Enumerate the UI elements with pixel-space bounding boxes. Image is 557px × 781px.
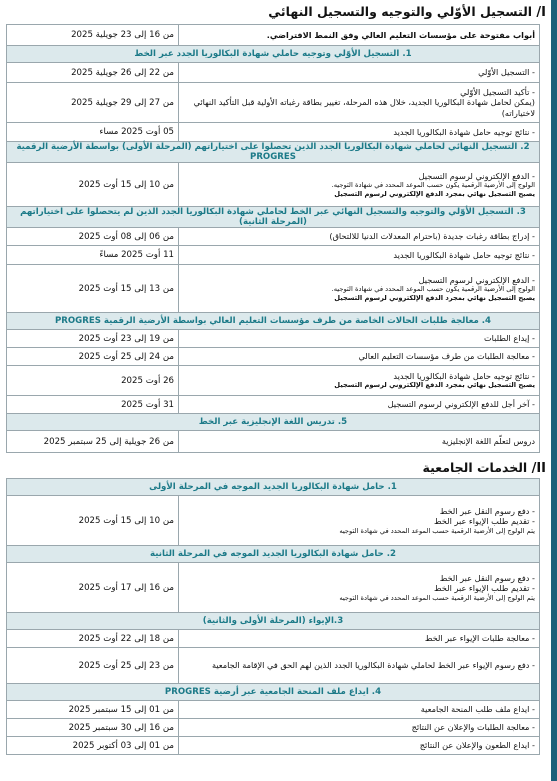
table-row — [7, 123, 540, 142]
table-row — [7, 648, 540, 684]
table-row — [7, 265, 540, 313]
row-date: 31 أوت 2025 — [7, 396, 179, 414]
row-date: من 16 إلى 17 أوت 2025 — [7, 563, 179, 613]
university-services-table — [6, 478, 540, 755]
section-2-title — [0, 458, 557, 478]
row-desc: - نتائج توجيه حامل شهادة البكالوريا الجديد — [179, 246, 540, 265]
table-subheader — [7, 46, 540, 63]
row-note: يصبح التسجيل نهائي بمجرد الدفع الإلكتروني لرسوم التسجيل — [334, 293, 535, 302]
row-desc: - دفع رسوم الإيواء عبر الخط لحاملي شهادة البكالوريا الجدد الذين لهم الحق في الإقامة الجامعية — [179, 648, 540, 684]
section-1-number: I/ — [536, 5, 546, 20]
row-date: من 01 إلى 15 سبتمبر 2025 — [7, 701, 179, 719]
table-row — [7, 396, 540, 414]
subheader-s2-1: 1. حامل شهادة البكالوريا الجديد الموجه في المرحلة الأولى — [7, 479, 540, 496]
row-date: من 16 إلى 30 سبتمبر 2025 — [7, 719, 179, 737]
row-desc: - إدراج بطاقة رغبات جديدة (باحترام المعدلات الدنيا للالتحاق) — [179, 228, 540, 246]
section-1-heading: التسجيل الأوّلي والتوجيه والتسجيل النهائي — [268, 4, 533, 19]
row-note: يصبح التسجيل نهائي بمجرد الدفع الإلكتروني لرسوم التسجيل — [334, 381, 535, 390]
row-line: - نتائج توجيه حامل شهادة البكالوريا الجديد — [393, 371, 535, 382]
subheader-3: 3. التسجيل الأوّلي والتوجيه والتسجيل النهائي عبر الخط لحاملي شهادة البكالوريا الجدد الذين لم يتحصلوا على اختياراتهم (المرحلة الثانية) — [7, 207, 540, 228]
row-line: - دفع رسوم النقل عبر الخط — [439, 573, 535, 584]
table-row — [7, 431, 540, 453]
row-desc — [179, 83, 540, 123]
table-row — [7, 719, 540, 737]
row-date: من 16 إلى 23 جويلية 2025 — [7, 25, 179, 46]
table-subheader — [7, 479, 540, 496]
table-subheader — [7, 313, 540, 330]
row-date: من 26 جويلية إلى 25 سبتمبر 2025 — [7, 431, 179, 453]
table-row — [7, 330, 540, 348]
subheader-s2-2: 2. حامل شهادة البكالوريا الجديد الموجه في المرحلة الثانية — [7, 546, 540, 563]
row-note: يتم الولوج إلى الأرضية الرقمية حسب الموعد المحدد في شهادة التوجيه — [339, 526, 535, 535]
row-desc: - معالجة الطلبات والإعلان عن النتائج — [179, 719, 540, 737]
row-desc — [179, 496, 540, 546]
row-line: - تقديم طلب الإيواء عبر الخط — [434, 516, 535, 527]
table-row — [7, 737, 540, 755]
row-date: 11 أوت 2025 مساءً — [7, 246, 179, 265]
table-subheader — [7, 142, 540, 163]
row-date: من 01 إلى 03 أكتوبر 2025 — [7, 737, 179, 755]
row-date: من 19 إلى 23 أوت 2025 — [7, 330, 179, 348]
row-desc: - معالجة الطلبات من طرف مؤسسات التعليم العالي — [179, 348, 540, 366]
row-desc: - ايداع الطعون والإعلان عن النتائج — [179, 737, 540, 755]
table-row — [7, 630, 540, 648]
table-row — [7, 246, 540, 265]
row-desc — [179, 163, 540, 207]
table-row — [7, 701, 540, 719]
row-date: من 27 إلى 29 جويلية 2025 — [7, 83, 179, 123]
row-note: (يمكن لحامل شهادة البكالوريا الجديد، خلال هذه المرحلة، تغيير بطاقة رغباته الأولية قبل التأكيد النهائي لاختياراته) — [193, 97, 535, 118]
table-row — [7, 366, 540, 396]
row-note: يتم الولوج إلى الأرضية الرقمية حسب الموعد المحدد في شهادة التوجيه — [339, 593, 535, 602]
row-desc: - إيداع الطلبات — [179, 330, 540, 348]
row-date: من 22 إلى 26 جويلية 2025 — [7, 63, 179, 83]
subheader-5: 5. تدريس اللغة الإنجليزية عبر الخط — [7, 414, 540, 431]
row-desc: دروس لتعلّم اللغة الإنجليزية — [179, 431, 540, 453]
row-line: - الدفع الإلكتروني لرسوم التسجيل — [418, 275, 535, 285]
subheader-s2-3: 3.الإيواء (المرحلة الأولى والثانية) — [7, 613, 540, 630]
row-date: من 13 إلى 15 أوت 2025 — [7, 265, 179, 313]
row-date: من 23 إلى 25 أوت 2025 — [7, 648, 179, 684]
row-desc: - معالجة طلبات الإيواء عبر الخط — [179, 630, 540, 648]
subheader-s2-4: 4. ايداع ملف المنحة الجامعية عبر أرضية PROGRES — [7, 684, 540, 701]
page-edge-bar — [551, 0, 557, 781]
table-row — [7, 163, 540, 207]
table-subheader — [7, 414, 540, 431]
table-row — [7, 563, 540, 613]
table-subheader — [7, 684, 540, 701]
row-note: الولوج إلى الأرضية الرقمية يكون حسب الموعد المحدد في شهادة التوجيه. — [331, 285, 535, 294]
row-line: - تقديم طلب الإيواء عبر الخط — [434, 583, 535, 594]
table-row — [7, 25, 540, 46]
row-line: - الدفع الإلكتروني لرسوم التسجيل — [418, 171, 535, 181]
row-desc: - آخر أجل للدفع الإلكتروني لرسوم التسجيل — [179, 396, 540, 414]
section-1-title — [0, 2, 557, 22]
row-desc: - ايداع ملف طلب المنحة الجامعية — [179, 701, 540, 719]
table-row — [7, 496, 540, 546]
subheader-2: 2. التسجيل النهائي لحاملي شهادة البكالوريا الجدد الذين تحصلوا على اختياراتهم (المرحلة الأولى) بواسطة الأرضية الرقمية PROGRES — [7, 142, 540, 163]
table-row — [7, 63, 540, 83]
table-row — [7, 348, 540, 366]
row-desc — [179, 563, 540, 613]
row-line: - دفع رسوم النقل عبر الخط — [439, 506, 535, 517]
row-date: من 18 إلى 22 أوت 2025 — [7, 630, 179, 648]
row-note: الولوج إلى الأرضية الرقمية يكون حسب الموعد المحدد في شهادة التوجيه. — [331, 181, 535, 190]
row-note: يصبح التسجيل نهائي بمجرد الدفع الإلكتروني لرسوم التسجيل — [334, 189, 535, 198]
row-desc: - التسجيل الأوّلي — [179, 63, 540, 83]
row-date: 05 أوت 2025 مساء — [7, 123, 179, 142]
row-date: من 10 إلى 15 أوت 2025 — [7, 496, 179, 546]
section-2-heading: الخدمات الجامعية — [422, 460, 528, 475]
subheader-4: 4. معالجة طلبات الحالات الخاصة من طرف مؤسسات التعليم العالي بواسطة الأرضية الرقمية PROGRES — [7, 313, 540, 330]
row-date: من 10 إلى 15 أوت 2025 — [7, 163, 179, 207]
row-desc: أبواب مفتوحة على مؤسسات التعليم العالي وفق النمط الافتراضي. — [179, 25, 540, 46]
table-subheader — [7, 613, 540, 630]
row-line: - تأكيد التسجيل الأوّلي — [460, 87, 535, 98]
subheader-1: 1. التسجيل الأوّلي وتوجيه حاملي شهادة البكالوريا الجدد عبر الخط — [7, 46, 540, 63]
row-desc — [179, 265, 540, 313]
table-row — [7, 228, 540, 246]
table-subheader — [7, 546, 540, 563]
row-date: 26 أوت 2025 — [7, 366, 179, 396]
row-date: من 24 إلى 25 أوت 2025 — [7, 348, 179, 366]
table-subheader — [7, 207, 540, 228]
registration-schedule-table — [6, 24, 540, 453]
row-desc — [179, 366, 540, 396]
section-2-number: II/ — [531, 461, 546, 476]
row-desc: - نتائج توجيه حامل شهادة البكالوريا الجديد — [179, 123, 540, 142]
row-date: من 06 إلى 08 أوت 2025 — [7, 228, 179, 246]
table-row — [7, 83, 540, 123]
